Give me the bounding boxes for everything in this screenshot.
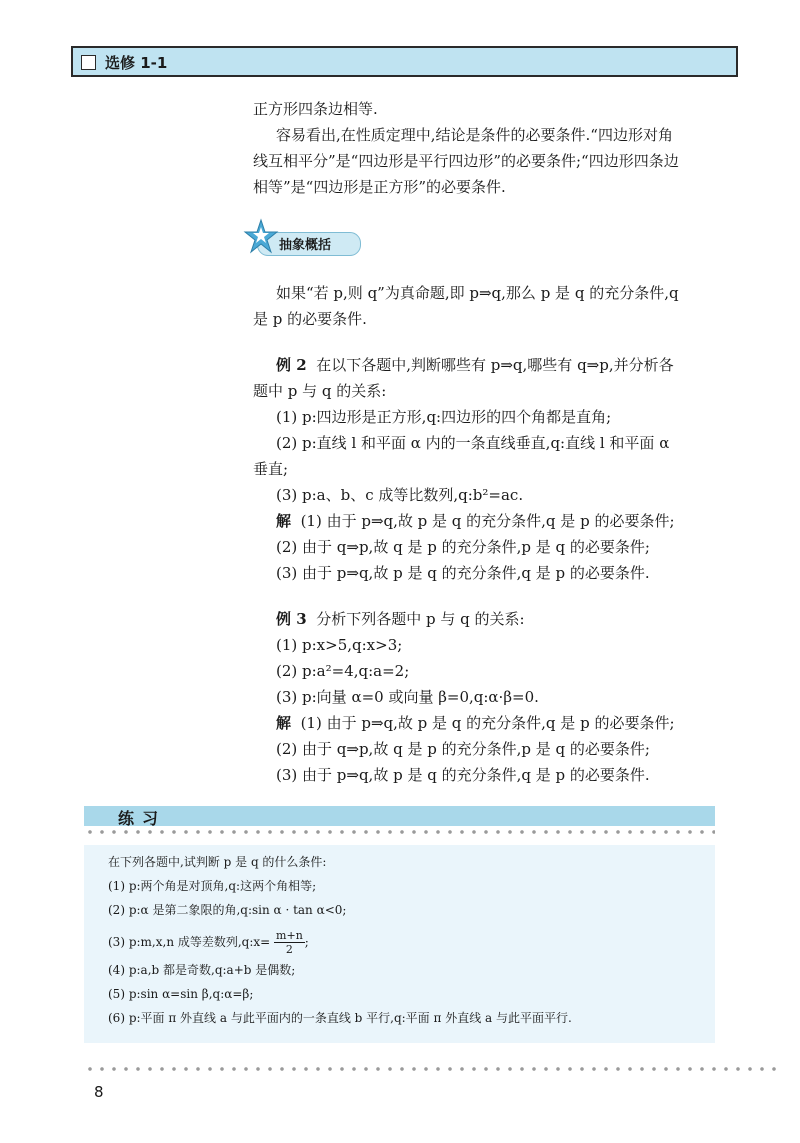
example-3-line-1	[253, 606, 723, 632]
dotted-divider	[84, 829, 715, 835]
example-3-text: 分析下列各题中 p 与 q 的关系:	[316, 610, 525, 628]
practice-item-2: (2) p:α 是第二象限的角,q:sin α · tan α<0;	[108, 903, 347, 917]
abstract-summary-badge	[243, 218, 361, 262]
example-2-solution-1	[253, 508, 723, 534]
example-3-solution-2: (2) 由于 q⇒p,故 q 是 p 的充分条件,p 是 q 的必要条件;	[276, 740, 650, 758]
solution-text: (1) 由于 p⇒q,故 p 是 q 的充分条件,q 是 p 的必要条件;	[300, 714, 675, 732]
solution-label: 解	[276, 714, 292, 732]
example-2-line-1	[253, 352, 723, 378]
practice-item-1: (1) p:两个角是对顶角,q:这两个角相等;	[108, 879, 317, 893]
solution-text: (1) 由于 p⇒q,故 p 是 q 的充分条件,q 是 p 的必要条件;	[300, 512, 675, 530]
header-square-icon	[81, 55, 96, 70]
footer-dotted-divider	[84, 1066, 784, 1072]
example-3-item-2: (2) p:a²=4,q:a=2;	[276, 662, 410, 680]
practice-item-4: (4) p:a,b 都是奇数,q:a+b 是偶数;	[108, 963, 296, 977]
star-ribbon-icon	[243, 218, 279, 258]
example-3-item-3: (3) p:向量 α=0 或向量 β=0,q:α·β=0.	[276, 688, 539, 706]
chapter-title: 选修 1-1	[105, 54, 168, 72]
example-2-line-2: 题中 p 与 q 的关系:	[253, 382, 387, 400]
example-3-solution-1	[253, 710, 723, 736]
example-2-item-2b: 垂直;	[253, 460, 289, 478]
example-2-label: 例 2	[276, 356, 307, 374]
example-3-item-1: (1) p:x>5,q:x>3;	[276, 636, 403, 654]
practice-item-6: (6) p:平面 π 外直线 a 与此平面内的一条直线 b 平行,q:平面 π 外直线 a 与此平面平行.	[108, 1011, 572, 1025]
fraction	[274, 929, 305, 956]
practice-item-3-text: (3) p:m,x,n 成等差数列,q:x=	[108, 935, 271, 949]
practice-intro: 在下列各题中,试判断 p 是 q 的什么条件:	[108, 855, 327, 869]
example-2-item-3: (3) p:a、b、c 成等比数列,q:b²=ac.	[276, 486, 524, 504]
practice-item-3-tail: ;	[304, 935, 309, 949]
badge-label: 抽象概括	[279, 238, 332, 253]
practice-item-5: (5) p:sin α=sin β,q:α=β;	[108, 987, 254, 1001]
practice-title: 练习	[118, 809, 167, 828]
intro-line-4: 相等”是“四边形是正方形”的必要条件.	[253, 178, 506, 196]
solution-label: 解	[276, 512, 292, 530]
abstract-line-1: 如果“若 p,则 q”为真命题,即 p⇒q,那么 p 是 q 的充分条件,q	[276, 284, 679, 302]
example-3-label: 例 3	[276, 610, 307, 628]
intro-line-1: 正方形四条边相等.	[253, 100, 378, 118]
fraction-numerator: m+n	[276, 929, 303, 942]
example-2-item-1: (1) p:四边形是正方形,q:四边形的四个角都是直角;	[276, 408, 612, 426]
example-3-solution-3: (3) 由于 p⇒q,故 p 是 q 的充分条件,q 是 p 的必要条件.	[276, 766, 650, 784]
chapter-header	[71, 46, 738, 77]
practice-title-bar	[84, 806, 715, 826]
example-2-item-2a: (2) p:直线 l 和平面 α 内的一条直线垂直,q:直线 l 和平面 α	[276, 434, 670, 452]
example-2-solution-3: (3) 由于 p⇒q,故 p 是 q 的充分条件,q 是 p 的必要条件.	[276, 564, 650, 582]
practice-item-3	[108, 929, 309, 956]
abstract-line-2: 是 p 的必要条件.	[253, 310, 367, 328]
practice-box	[84, 845, 715, 1043]
example-2-solution-2: (2) 由于 q⇒p,故 q 是 p 的充分条件,p 是 q 的必要条件;	[276, 538, 650, 556]
example-2-text: 在以下各题中,判断哪些有 p⇒q,哪些有 q⇒p,并分析各	[316, 356, 674, 374]
fraction-denominator: 2	[285, 943, 293, 956]
intro-line-3: 线互相平分”是“四边形是平行四边形”的必要条件;“四边形四条边	[253, 152, 679, 170]
intro-line-2: 容易看出,在性质定理中,结论是条件的必要条件.“四边形对角	[276, 126, 673, 144]
page-number: 8	[94, 1083, 104, 1101]
